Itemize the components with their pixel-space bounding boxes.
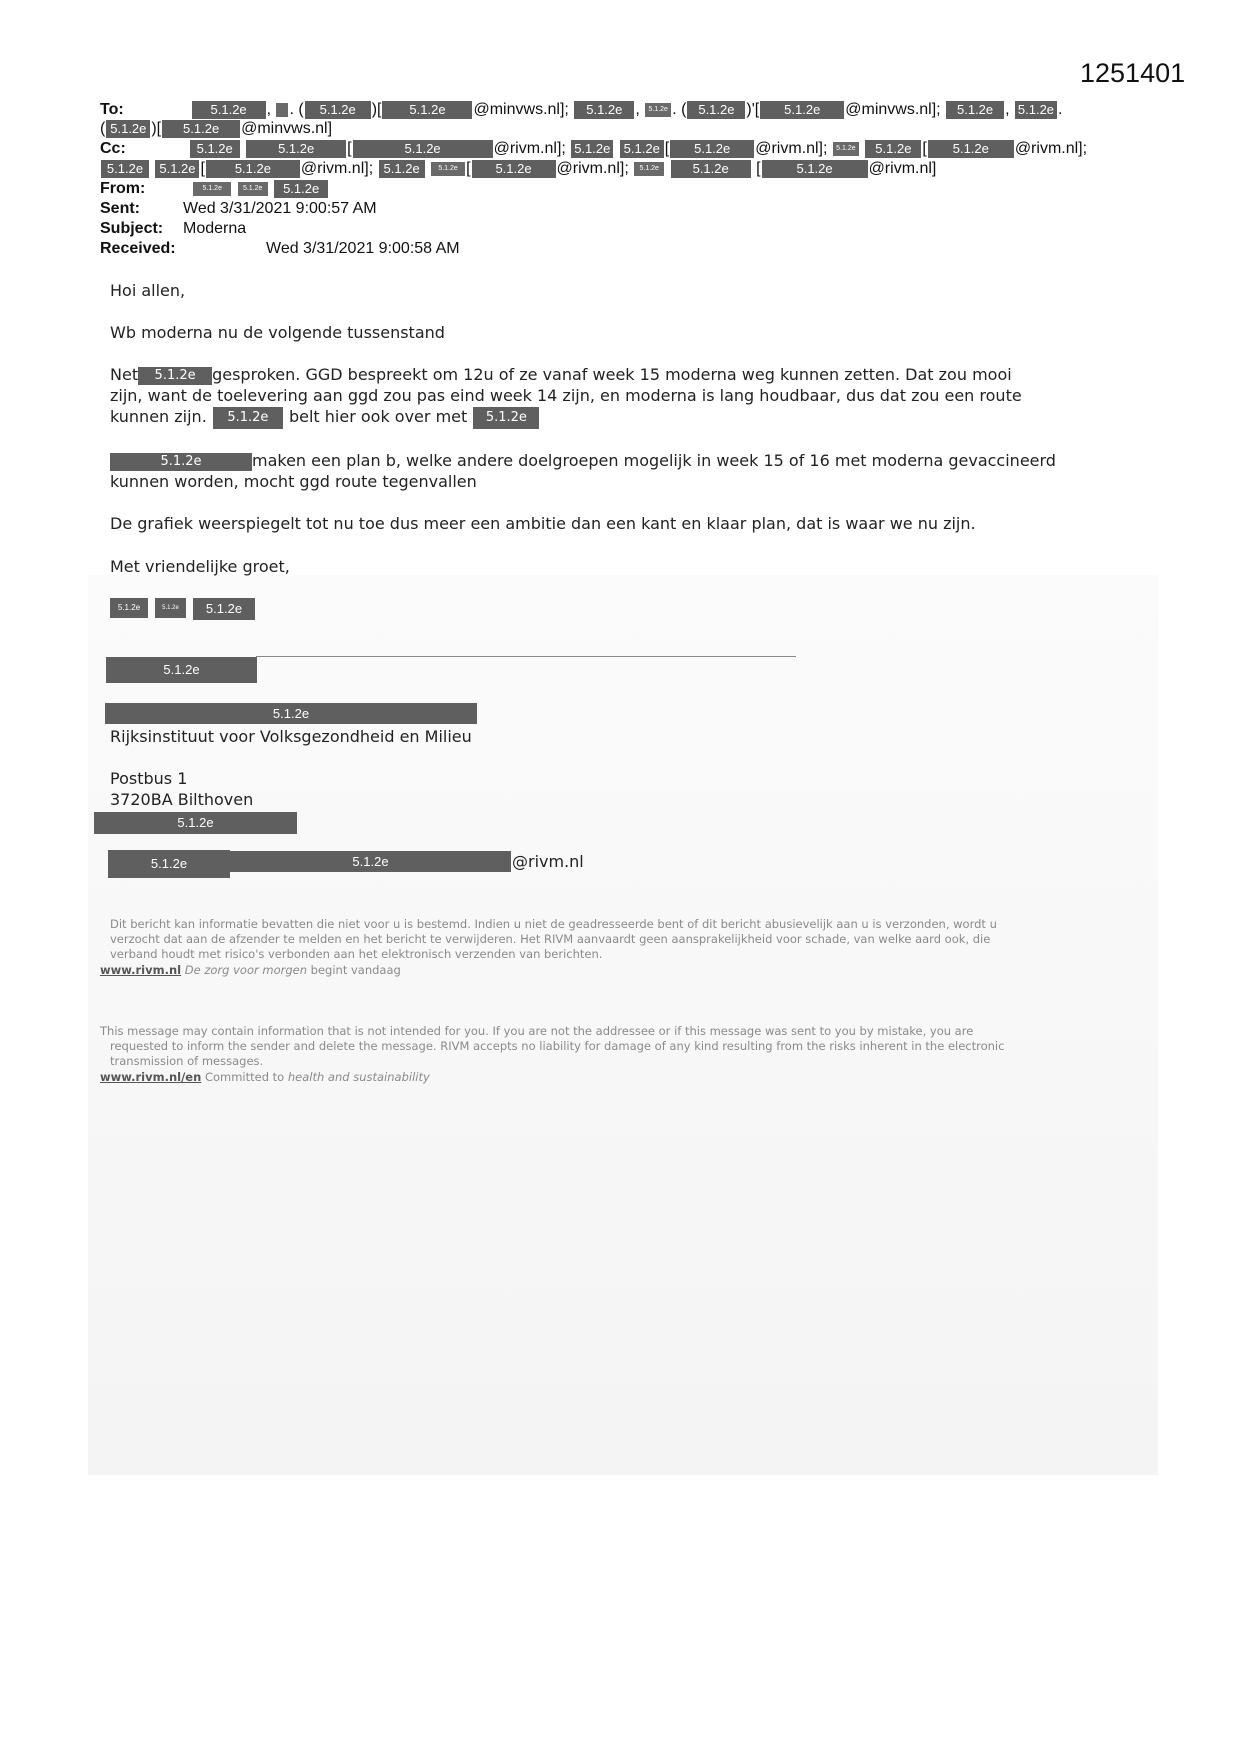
tagline-end: begint vandaag (310, 963, 401, 977)
redaction: 5.1.2e (574, 101, 634, 119)
redaction-small: 5.1.2e (634, 162, 664, 176)
redaction: 5.1.2e (105, 703, 477, 724)
redaction: 5.1.2e (571, 140, 613, 158)
redaction: 5.1.2e (379, 160, 425, 178)
signature-divider (256, 656, 796, 657)
disclaimer-nl-footer (100, 963, 401, 978)
rivm-link[interactable]: www.rivm.nl (100, 963, 182, 977)
redaction: 5.1.2e (138, 367, 212, 385)
redaction-small: 5.1.2e (110, 598, 148, 618)
redaction: 5.1.2e (206, 160, 300, 178)
redaction: 5.1.2e (1015, 101, 1057, 119)
redaction: 5.1.2e (473, 407, 539, 429)
disclaimer-line: This message may contain information that is not intended for you. If you are not the addressee or if this message was sent to you by mistake, you are (100, 1024, 974, 1038)
domain-rivm: @rivm.nl]; (300, 160, 374, 177)
redaction: 5.1.2e (193, 598, 255, 620)
received-label: Received: (100, 240, 176, 257)
disclaimer-nl (110, 917, 997, 962)
redaction: 5.1.2e (106, 120, 150, 138)
redaction: 5.1.2e (670, 140, 754, 158)
redaction: 5.1.2e (353, 140, 493, 158)
paragraph-4: De grafiek weerspiegelt tot nu toe dus meer een ambitie dan een kant en klaar plan, dat is waar we nu zijn. (110, 514, 976, 533)
postbus: Postbus 1 (110, 769, 188, 788)
disclaimer-en (100, 1024, 1004, 1069)
redaction: 5.1.2e (162, 120, 240, 138)
redaction: 5.1.2e (230, 851, 511, 872)
redaction: 5.1.2e (865, 140, 921, 158)
postal-city: 3720BA Bilthoven (110, 790, 254, 809)
text: kunnen zijn. (110, 407, 207, 426)
redaction: 5.1.2e (671, 160, 751, 178)
redaction: 5.1.2e (472, 160, 556, 178)
domain-rivm: @rivm.nl]; (493, 140, 566, 157)
text: maken een plan b, welke andere doelgroepen mogelijk in week 15 of 16 met moderna gevaccineerd (252, 451, 1056, 470)
paragraph-2-line-2: zijn, want de toelevering aan ggd zou pas eind week 14 zijn, en moderna is lang houdbaar, dus dat zou een route (110, 386, 1022, 405)
paragraph-1: Wb moderna nu de volgende tussenstand (110, 323, 445, 342)
redaction: 5.1.2e (94, 812, 297, 834)
disclaimer-line: transmission of messages. (110, 1054, 264, 1068)
redaction: 5.1.2e (192, 101, 266, 119)
redaction: 5.1.2e (687, 101, 745, 119)
greeting: Hoi allen, (110, 281, 186, 300)
domain-rivm: @rivm.nl] (868, 160, 937, 177)
subject-label: Subject: (100, 220, 164, 237)
redaction-small: 5.1.2e (193, 182, 231, 196)
cc-label: Cc: (100, 140, 126, 157)
paragraph-2-line-1 (110, 364, 1012, 385)
received-line (100, 239, 460, 258)
redaction: 5.1.2e (213, 407, 283, 429)
redaction: 5.1.2e (246, 140, 346, 158)
rivm-en-link[interactable]: www.rivm.nl/en (100, 1070, 202, 1084)
from-line (100, 179, 329, 198)
sent-value: Wed 3/31/2021 9:00:57 AM (183, 200, 377, 217)
domain-minvws: @minvws.nl]; (473, 101, 569, 118)
domain-rivm: @rivm.nl]; (755, 140, 828, 157)
paragraph-3-line-1 (110, 450, 1056, 471)
redaction-small: 5.1.2e (155, 598, 186, 618)
redaction: 5.1.2e (106, 657, 257, 683)
text: gesproken. GGD bespreekt om 12u of ze vanaf week 15 moderna weg kunnen zetten. Dat zou mooi (212, 365, 1012, 384)
redaction: 5.1.2e (760, 101, 844, 119)
disclaimer-line: verzocht dat aan de afzender te melden en het bericht te verwijderen. Het RIVM aanvaardt geen aansprakelijkheid voor schade, van welke aard ook, die (110, 932, 991, 946)
redaction: 5.1.2e (382, 101, 472, 119)
to-label: To: (100, 101, 124, 118)
email-domain: @rivm.nl (512, 852, 584, 871)
closing: Met vriendelijke groet, (110, 557, 290, 576)
redaction: 5.1.2e (155, 160, 199, 178)
redaction-small: 5.1.2e (833, 142, 859, 156)
redaction: 5.1.2e (946, 101, 1004, 119)
domain-minvws: @minvws.nl] (241, 120, 333, 137)
institute-name: Rijksinstituut voor Volksgezondheid en Milieu (110, 727, 472, 746)
disclaimer-line: verband houdt met risico's verbonden aan het elektronisch verzenden van berichten. (110, 947, 603, 961)
disclaimer-line: Dit bericht kan informatie bevatten die niet voor u is bestemd. Indien u niet de geadresseerde bent of dit bericht abusievelijk aan u is verzonden, wordt u (110, 917, 997, 931)
redaction: 5.1.2e (101, 160, 149, 178)
from-label: From: (100, 180, 146, 197)
paragraph-3-line-2: kunnen worden, mocht ggd route tegenvallen (110, 472, 477, 491)
cc-line-2: 5.1.2e 5.1.2e [ 5.1.2e @rivm.nl]; 5.1.2e 5.1.2e [ 5.1.2e @rivm.nl]; 5.1.2e 5.1.2e [ 5.1.2e @rivm.nl] (100, 159, 936, 178)
redaction: 5.1.2e (110, 453, 252, 471)
redaction-small (276, 103, 288, 117)
redaction: 5.1.2e (305, 101, 371, 119)
disclaimer-en-footer (100, 1070, 430, 1085)
received-value: Wed 3/31/2021 9:00:58 AM (266, 240, 460, 257)
redaction-small: 5.1.2e (645, 103, 671, 117)
redaction: 5.1.2e (190, 140, 240, 158)
tagline: health and sustainability (287, 1070, 430, 1084)
text: belt hier ook over met (288, 407, 468, 426)
subject-line (100, 219, 247, 238)
redaction-small: 5.1.2e (431, 162, 465, 176)
domain-minvws: @minvws.nl]; (845, 101, 941, 118)
sent-line (100, 199, 377, 218)
cc-line: Cc: 5.1.2e 5.1.2e [ 5.1.2e @rivm.nl]; 5.1.2e 5.1.2e [ 5.1.2e @rivm.nl]; 5.1.2e 5.1.2e [ 5.1.2e @rivm.nl]; (100, 140, 1088, 157)
redaction: 5.1.2e (108, 850, 230, 878)
redaction: 5.1.2e (762, 160, 868, 178)
document-number: 1251401 (1080, 58, 1186, 88)
domain-rivm: @rivm.nl]; (1014, 140, 1088, 157)
paragraph-2-line-3 (110, 406, 540, 429)
subject-value: Moderna (183, 220, 247, 237)
to-line-2: ( 5.1.2e )[ 5.1.2e @minvws.nl] (100, 120, 333, 137)
domain-rivm: @rivm.nl]; (556, 160, 629, 177)
disclaimer-line: requested to inform the sender and delete the message. RIVM accepts no liability for damage of any kind resulting from the risks inherent in the electronic (110, 1039, 1005, 1053)
tagline-start: Committed to (204, 1070, 285, 1084)
text: Net (110, 365, 139, 384)
sent-label: Sent: (100, 200, 140, 217)
to-line: To: 5.1.2e , . ( 5.1.2e )[ 5.1.2e @minvws.nl]; 5.1.2e , 5.1.2e . ( 5.1.2e )'[ 5.1.2e @minvws.nl]; 5.1.2e , 5.1.2e . (100, 101, 1063, 118)
tagline: De zorg voor morgen (184, 963, 307, 977)
redaction-small: 5.1.2e (238, 182, 268, 196)
redaction: 5.1.2e (928, 140, 1014, 158)
redaction: 5.1.2e (620, 140, 664, 158)
redaction: 5.1.2e (274, 180, 328, 198)
